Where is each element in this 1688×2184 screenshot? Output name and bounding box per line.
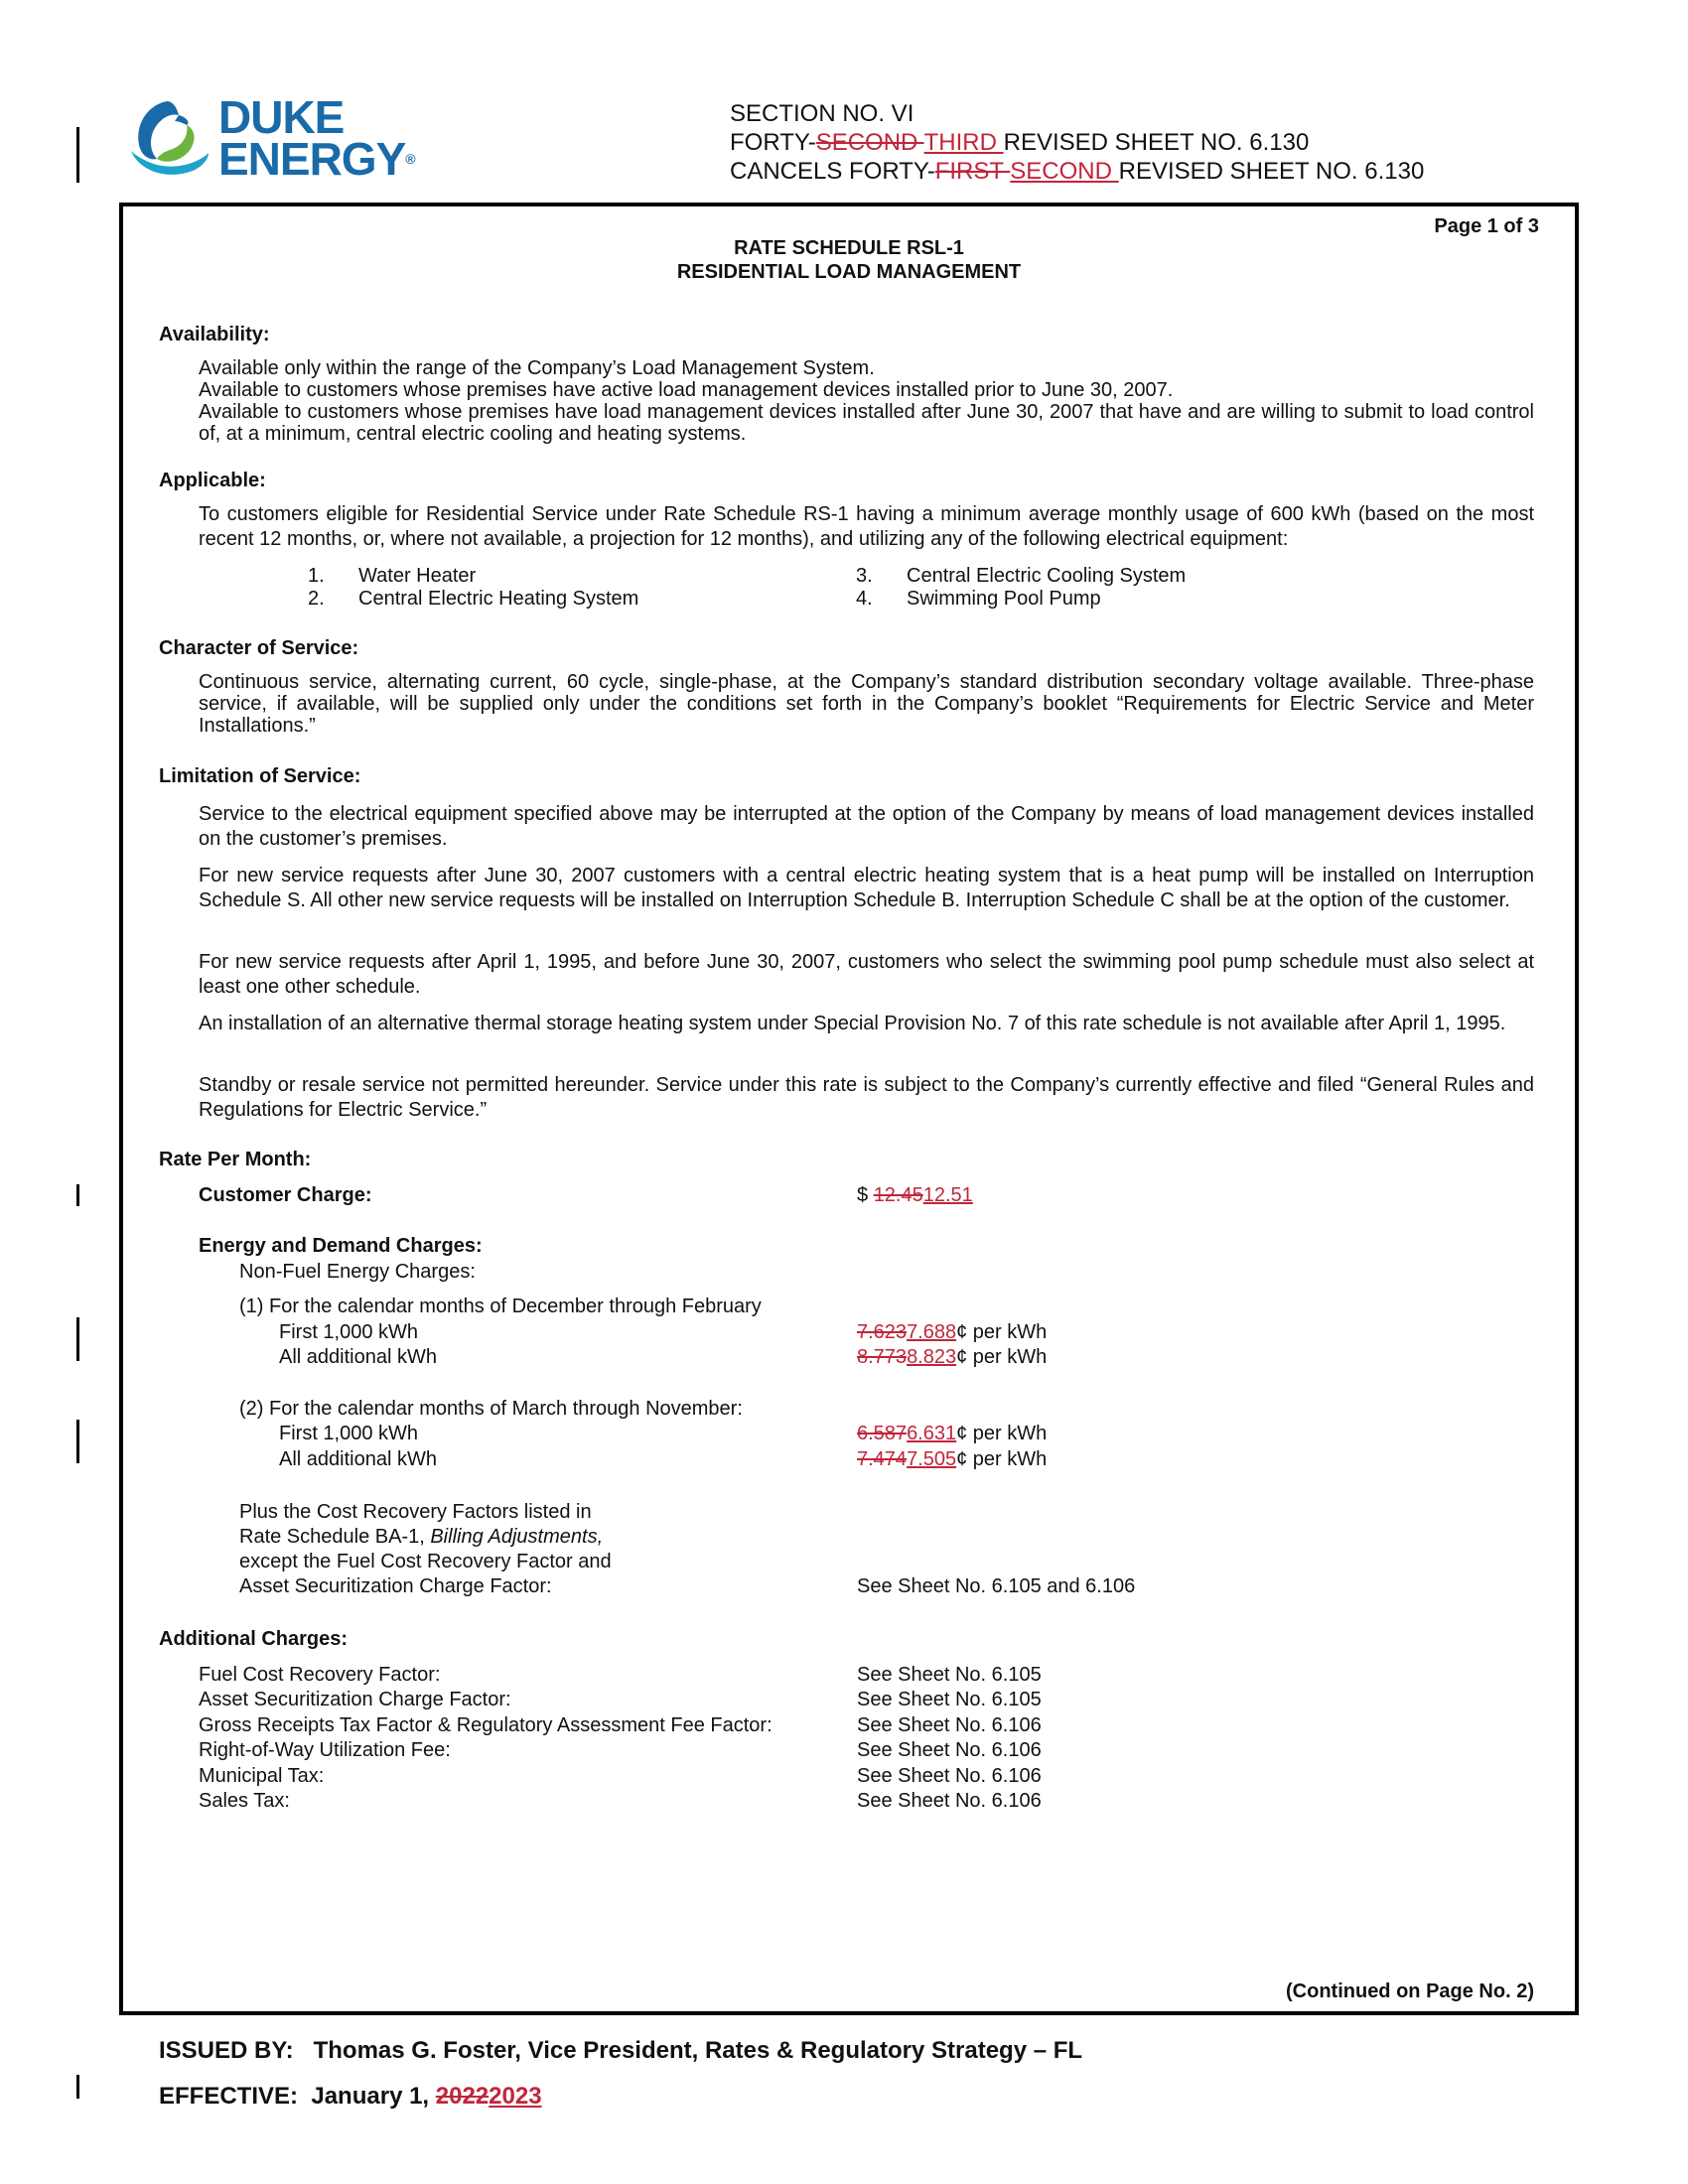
sheet-header xyxy=(730,99,1424,186)
deleted-value: 7.623 xyxy=(857,1321,908,1343)
limitation-paragraph-3: For new service requests after April 1, 1995, and before June 30, 2007, customers who select the swimming pool pump schedule must also select at least one other schedule. xyxy=(199,951,1534,998)
change-bar xyxy=(76,1420,79,1463)
effective-date xyxy=(159,2083,542,2111)
cancels-inserted-text: SECOND xyxy=(1010,158,1119,185)
cost-recovery-value: See Sheet No. 6.105 and 6.106 xyxy=(857,1575,1136,1597)
continued-note: (Continued on Page No. 2) xyxy=(1286,1980,1534,2002)
change-bar xyxy=(76,1184,79,1206)
equipment-item xyxy=(856,564,873,589)
limitation-paragraph-1: Service to the electrical equipment specified above may be interrupted at the option of the Company by means of load management devices installed on the customer’s premises. xyxy=(199,803,1534,850)
item-number: 4. xyxy=(856,588,873,610)
charge-label: Sales Tax: xyxy=(199,1790,290,1812)
equipment-item xyxy=(856,587,873,612)
applicable-text: To customers eligible for Residential Service under Rate Schedule RS-1 having a minimum average monthly usage of 600 kWh (based on the most recent 12 months, or, where not available, a projection for 12 months), and utilizing any of the following electrical equipment: xyxy=(199,503,1534,550)
change-bar xyxy=(76,1317,79,1361)
equipment-label: Central Electric Cooling System xyxy=(907,565,1187,587)
deleted-value: 8.773 xyxy=(857,1346,908,1368)
effective-label: EFFECTIVE: xyxy=(159,2083,299,2110)
equipment-label: Central Electric Heating System xyxy=(358,588,639,610)
change-bar xyxy=(76,2075,79,2099)
charge-value: See Sheet No. 6.105 xyxy=(857,1664,1042,1686)
item-number: 2. xyxy=(308,588,325,610)
sheet-suffix: REVISED SHEET NO. 6.130 xyxy=(1003,129,1310,156)
equipment-item xyxy=(308,587,325,612)
charge-value: See Sheet No. 6.106 xyxy=(857,1765,1042,1787)
sheet-deleted-text: SECOND xyxy=(815,129,924,156)
sheet-inserted-text: THIRD xyxy=(923,129,1004,156)
inserted-value: 7.505 xyxy=(907,1448,957,1470)
inserted-value: 12.51 xyxy=(922,1184,973,1206)
cost-recovery-line-3: except the Fuel Cost Recovery Factor and xyxy=(239,1551,612,1572)
inserted-value: 6.631 xyxy=(907,1423,957,1444)
unit-label: ¢ per kWh xyxy=(956,1448,1048,1470)
equipment-label: Swimming Pool Pump xyxy=(907,588,1101,610)
additional-charges-heading: Additional Charges: xyxy=(159,1628,349,1650)
period-1-additional-value xyxy=(857,1345,1047,1370)
applicable-heading: Applicable: xyxy=(159,470,266,491)
inserted-value: 8.823 xyxy=(907,1346,957,1368)
charge-value: See Sheet No. 6.106 xyxy=(857,1739,1042,1761)
logo-mark-icon xyxy=(127,95,212,187)
schedule-subtitle: RESIDENTIAL LOAD MANAGEMENT xyxy=(676,261,1022,283)
issued-label: ISSUED BY: xyxy=(159,2037,294,2064)
limitation-paragraph-4: An installation of an alternative thermal storage heating system under Special Provision No. 7 of this rate schedule is not available after April 1, 1995. xyxy=(199,1013,1506,1034)
availability-line-3: Available to customers whose premises have load management devices installed after June 30, 2007 that have and are willing to submit to load control of, at a minimum, central electric cooling and heating systems. xyxy=(199,401,1534,445)
schedule-ref: Rate Schedule BA-1, xyxy=(239,1526,431,1548)
unit-label: ¢ per kWh xyxy=(956,1321,1048,1343)
deleted-value: 6.587 xyxy=(857,1423,908,1444)
issued-value: Thomas G. Foster, Vice President, Rates & Regulatory Strategy – FL xyxy=(313,2037,1083,2064)
availability-line-2: Available to customers whose premises have active load management devices installed prior to June 30, 2007. xyxy=(199,379,1174,401)
charge-label: Gross Receipts Tax Factor & Regulatory Assessment Fee Factor: xyxy=(199,1714,773,1736)
customer-charge-value xyxy=(857,1183,973,1208)
deleted-value: 7.474 xyxy=(857,1448,908,1470)
limitation-heading: Limitation of Service: xyxy=(159,765,361,787)
sheet-prefix: FORTY- xyxy=(730,129,816,156)
schedule-title: RATE SCHEDULE RSL-1 xyxy=(734,237,964,259)
billing-adjustments-text: Billing Adjustments, xyxy=(430,1526,604,1548)
cancels-prefix: CANCELS FORTY- xyxy=(730,158,935,185)
equipment-label: Water Heater xyxy=(358,565,477,587)
deleted-year: 2022 xyxy=(435,2083,490,2110)
cost-recovery-line-2 xyxy=(239,1525,612,1550)
character-heading: Character of Service: xyxy=(159,637,359,659)
cancels-sheet xyxy=(730,157,1424,186)
charge-value: See Sheet No. 6.106 xyxy=(857,1714,1042,1736)
section-number: SECTION NO. VI xyxy=(730,100,914,127)
registered-mark: ® xyxy=(405,151,415,167)
effective-prefix: January 1, xyxy=(311,2083,436,2110)
limitation-paragraph-2: For new service requests after June 30, 2007 customers with a central electric heating system that is a heat pump will be installed on Interruption Schedule S. All other new service requests will be installed on Interruption Schedule B. Interruption Schedule C shall be at the option of the customer. xyxy=(199,865,1534,911)
rate-heading: Rate Per Month: xyxy=(159,1149,312,1170)
availability-text xyxy=(199,357,1534,445)
cost-recovery-line-4: Asset Securitization Charge Factor: xyxy=(239,1575,552,1597)
unit-label: ¢ per kWh xyxy=(956,1346,1048,1368)
period-1-first-value xyxy=(857,1320,1047,1345)
non-fuel-label: Non-Fuel Energy Charges: xyxy=(239,1261,476,1283)
customer-charge-label: Customer Charge: xyxy=(199,1184,372,1206)
logo-line-duke: DUKE xyxy=(218,91,345,143)
period-2-first-value xyxy=(857,1422,1047,1446)
charge-value: See Sheet No. 6.106 xyxy=(857,1790,1042,1812)
charge-label: Right-of-Way Utilization Fee: xyxy=(199,1739,451,1761)
issued-by xyxy=(159,2037,1082,2065)
page-number: Page 1 of 3 xyxy=(1434,215,1539,237)
inserted-value: 7.688 xyxy=(907,1321,957,1343)
item-number: 3. xyxy=(856,565,873,587)
period-2-first-label: First 1,000 kWh xyxy=(279,1423,419,1444)
charge-label: Asset Securitization Charge Factor: xyxy=(199,1689,511,1710)
availability-line-1: Available only within the range of the Company’s Load Management System. xyxy=(199,357,875,379)
availability-heading: Availability: xyxy=(159,324,270,345)
energy-demand-heading: Energy and Demand Charges: xyxy=(199,1235,483,1257)
logo-line-energy xyxy=(218,133,415,185)
change-bar xyxy=(76,127,79,183)
currency-symbol: $ xyxy=(857,1184,874,1206)
deleted-value: 12.45 xyxy=(873,1184,923,1206)
cost-recovery-note xyxy=(239,1500,612,1599)
sheet-number xyxy=(730,128,1424,157)
logo-energy-text: ENERGY xyxy=(218,133,406,185)
charge-value: See Sheet No. 6.105 xyxy=(857,1689,1042,1710)
item-number: 1. xyxy=(308,565,325,587)
cost-recovery-line-1: Plus the Cost Recovery Factors listed in xyxy=(239,1501,592,1523)
unit-label: ¢ per kWh xyxy=(956,1423,1048,1444)
limitation-paragraph-5: Standby or resale service not permitted hereunder. Service under this rate is subject to the Company’s currently effective and filed “General Rules and Regulations for Electric Service.” xyxy=(199,1074,1534,1121)
duke-energy-logo xyxy=(127,91,415,187)
character-text: Continuous service, alternating current, 60 cycle, single-phase, at the Company’s standard distribution secondary voltage available. Three-phase service, if available, will be supplied only under the conditions set forth in the Company’s booklet “Requirements for Electric Service and Meter Installations.” xyxy=(199,671,1534,737)
cancels-deleted-text: FIRST xyxy=(934,158,1011,185)
period-2-additional-value xyxy=(857,1447,1047,1472)
inserted-year: 2023 xyxy=(489,2083,542,2110)
period-1-additional-label: All additional kWh xyxy=(279,1346,437,1368)
period-1-heading: (1) For the calendar months of December through February xyxy=(239,1296,762,1317)
period-2-additional-label: All additional kWh xyxy=(279,1448,437,1470)
cancels-suffix: REVISED SHEET NO. 6.130 xyxy=(1118,158,1425,185)
period-2-heading: (2) For the calendar months of March through November: xyxy=(239,1398,743,1420)
period-1-first-label: First 1,000 kWh xyxy=(279,1321,419,1343)
equipment-item xyxy=(308,564,325,589)
charge-label: Municipal Tax: xyxy=(199,1765,325,1787)
charge-label: Fuel Cost Recovery Factor: xyxy=(199,1664,441,1686)
